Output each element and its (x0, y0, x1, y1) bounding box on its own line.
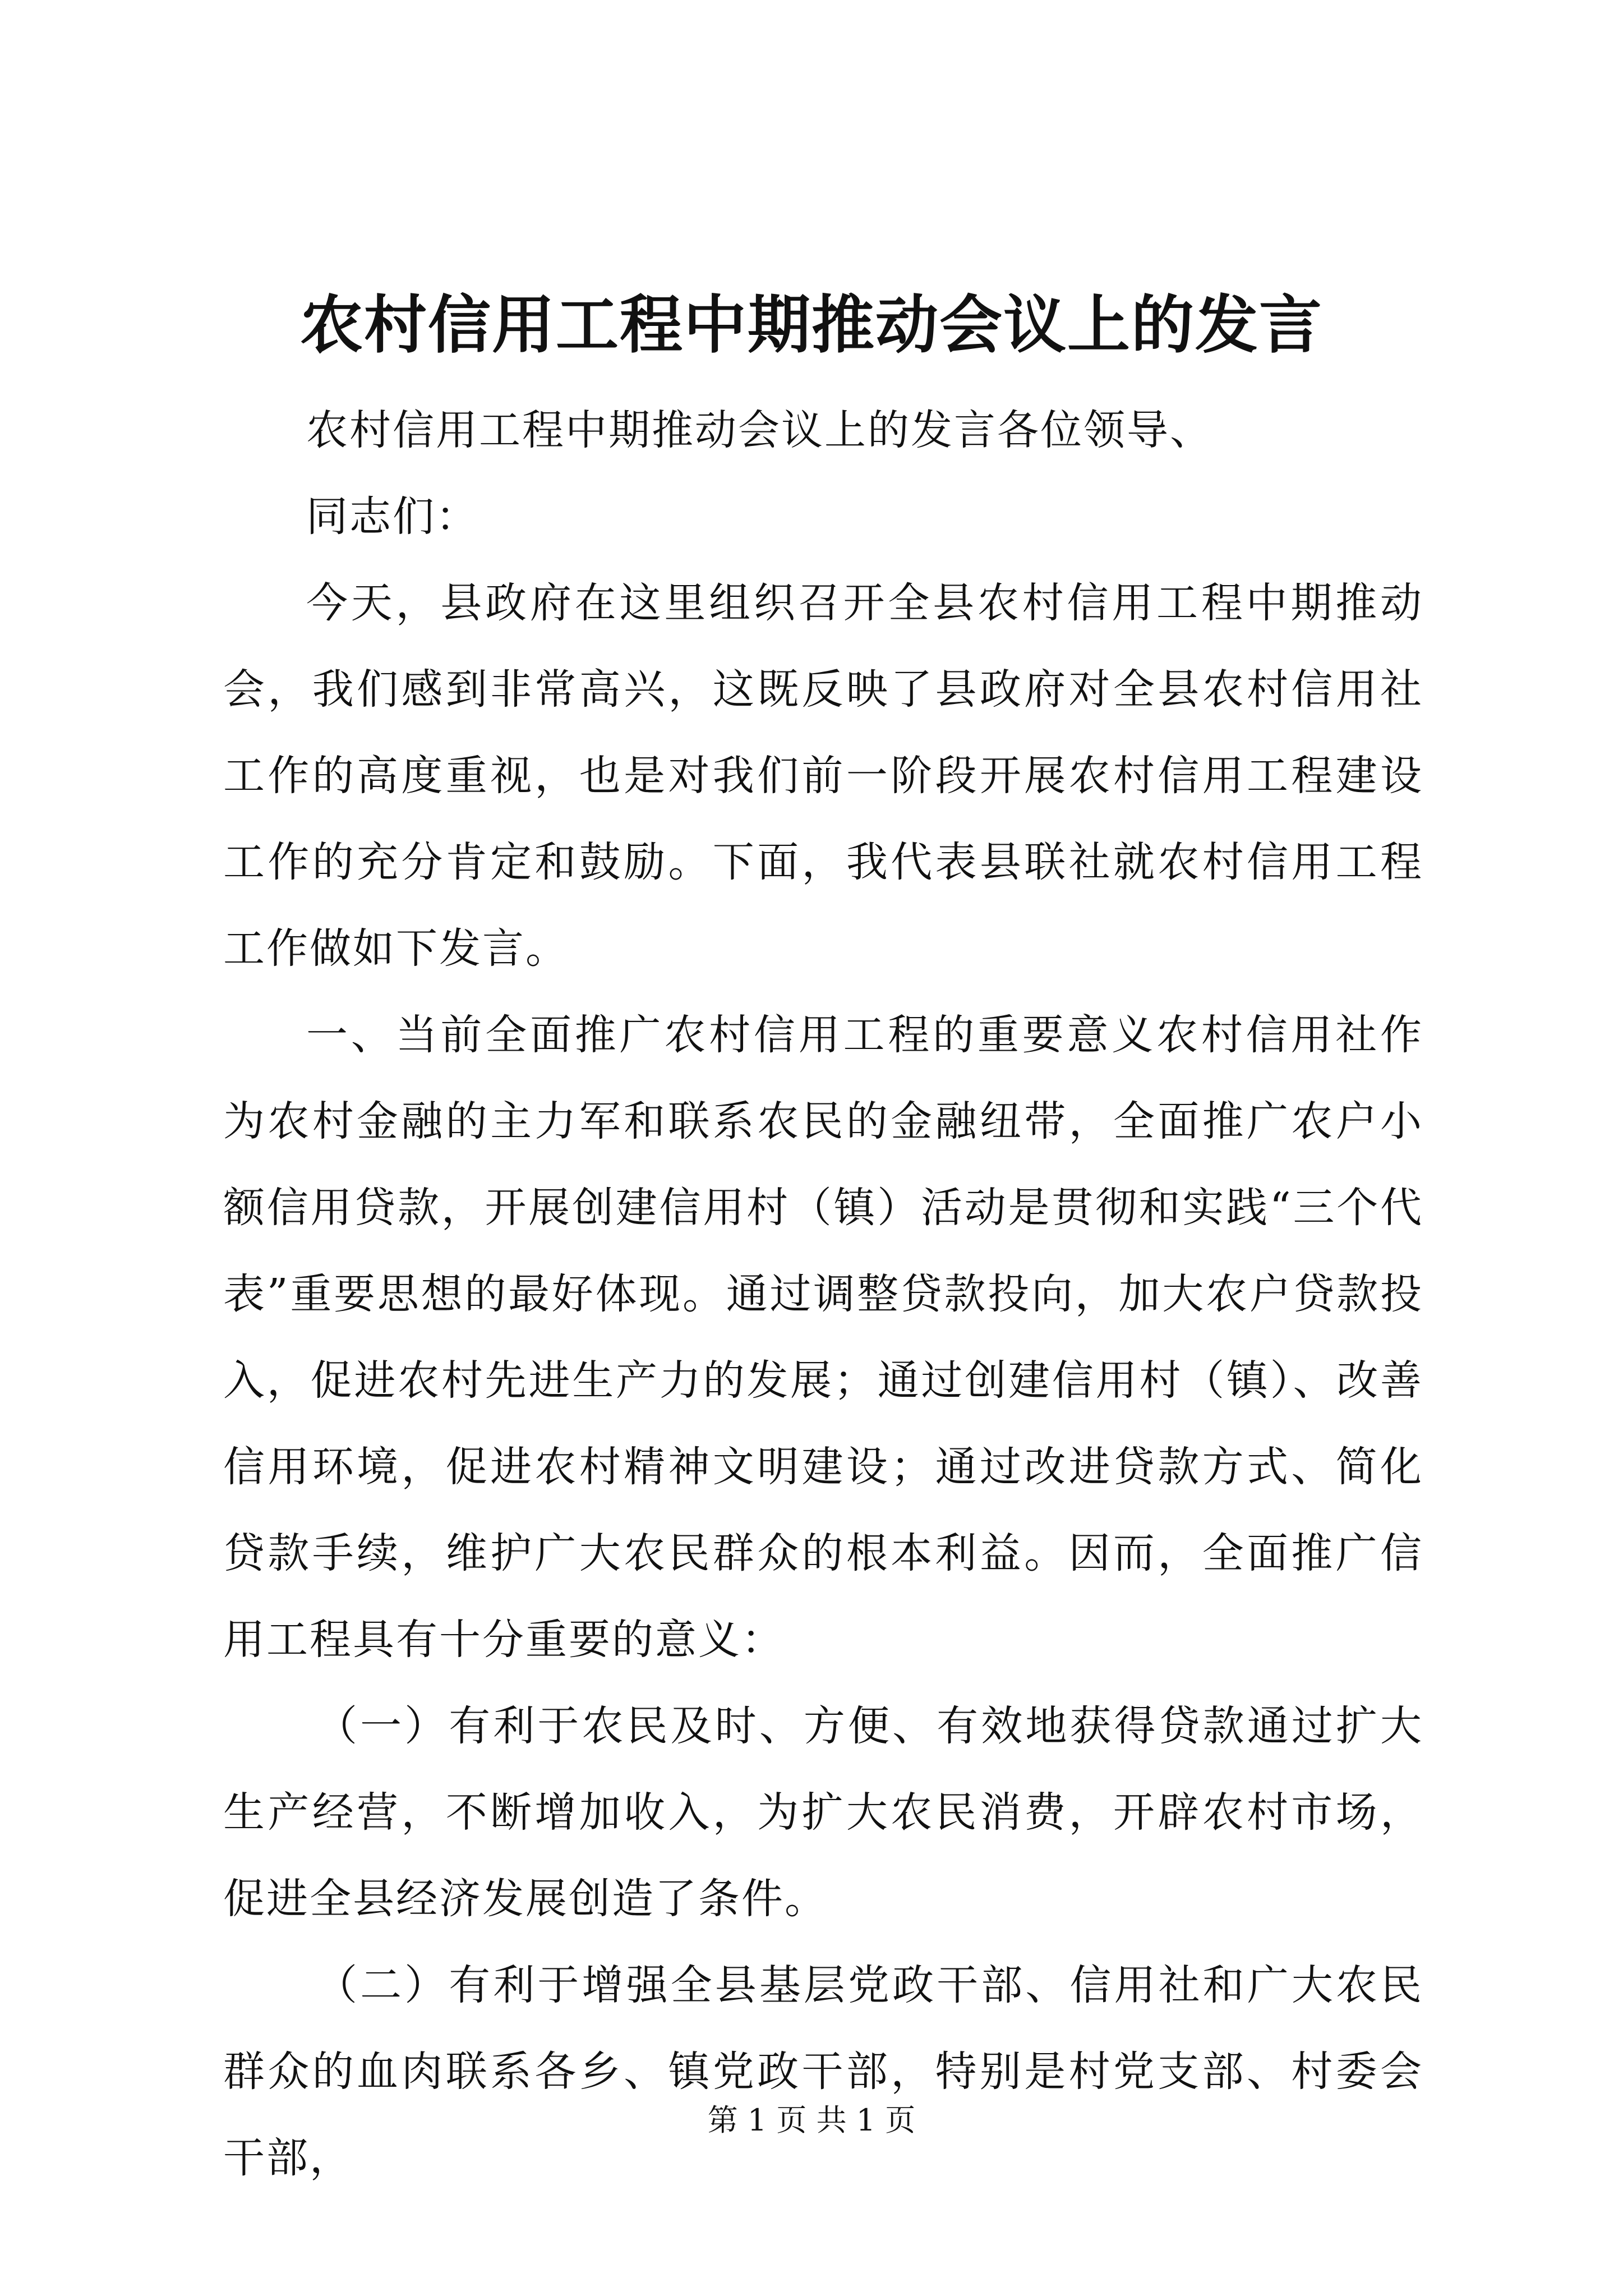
document-title: 农村信用工程中期推动会议上的发言 (300, 288, 1323, 362)
subsection-two-paragraph: （二）有利于增强全县基层党政干部、信用社和广大农民群众的血肉联系各乡、镇党政干部，特别是村党支部、村委会干部， (223, 1961, 1423, 2182)
page-footer: 第 1 页 共 1 页 (707, 2102, 916, 2138)
subsection-one-paragraph: （一）有利于农民及时、方便、有效地获得贷款通过扩大生产经营，不断增加收入，为扩大农民消费，开辟农村市场，促进全县经济发展创造了条件。 (223, 1702, 1423, 1923)
salutation-paragraph: 农村信用工程中期推动会议上的发言各位领导、 (306, 406, 1213, 454)
document-body (223, 387, 1423, 2201)
salutation-continuation: 同志们： (306, 493, 479, 541)
section-one-paragraph: 一、当前全面推广农村信用工程的重要意义农村信用社作为农村金融的主力军和联系农民的金融纽带，全面推广农户小额信用贷款，开展创建信用村（镇）活动是贯彻和实践“三个代表”重要思想的最好体现。通过调整贷款投向，加大农户贷款投入，促进农村先进生产力的发展；通过创建信用村（镇）、改善信用环境，促进农村精神文明建设；通过改进贷款方式、简化贷款手续，维护广大农民群众的根本利益。因而，全面推广信用工程具有十分重要的意义： (223, 1011, 1423, 1664)
opening-paragraph: 今天，县政府在这里组织召开全县农村信用工程中期推动会，我们感到非常高兴，这既反映了县政府对全县农村信用社工作的高度重视，也是对我们前一阶段开展农村信用工程建设工作的充分肯定和鼓励。下面，我代表县联社就农村信用工程工作做如下发言。 (223, 579, 1423, 973)
